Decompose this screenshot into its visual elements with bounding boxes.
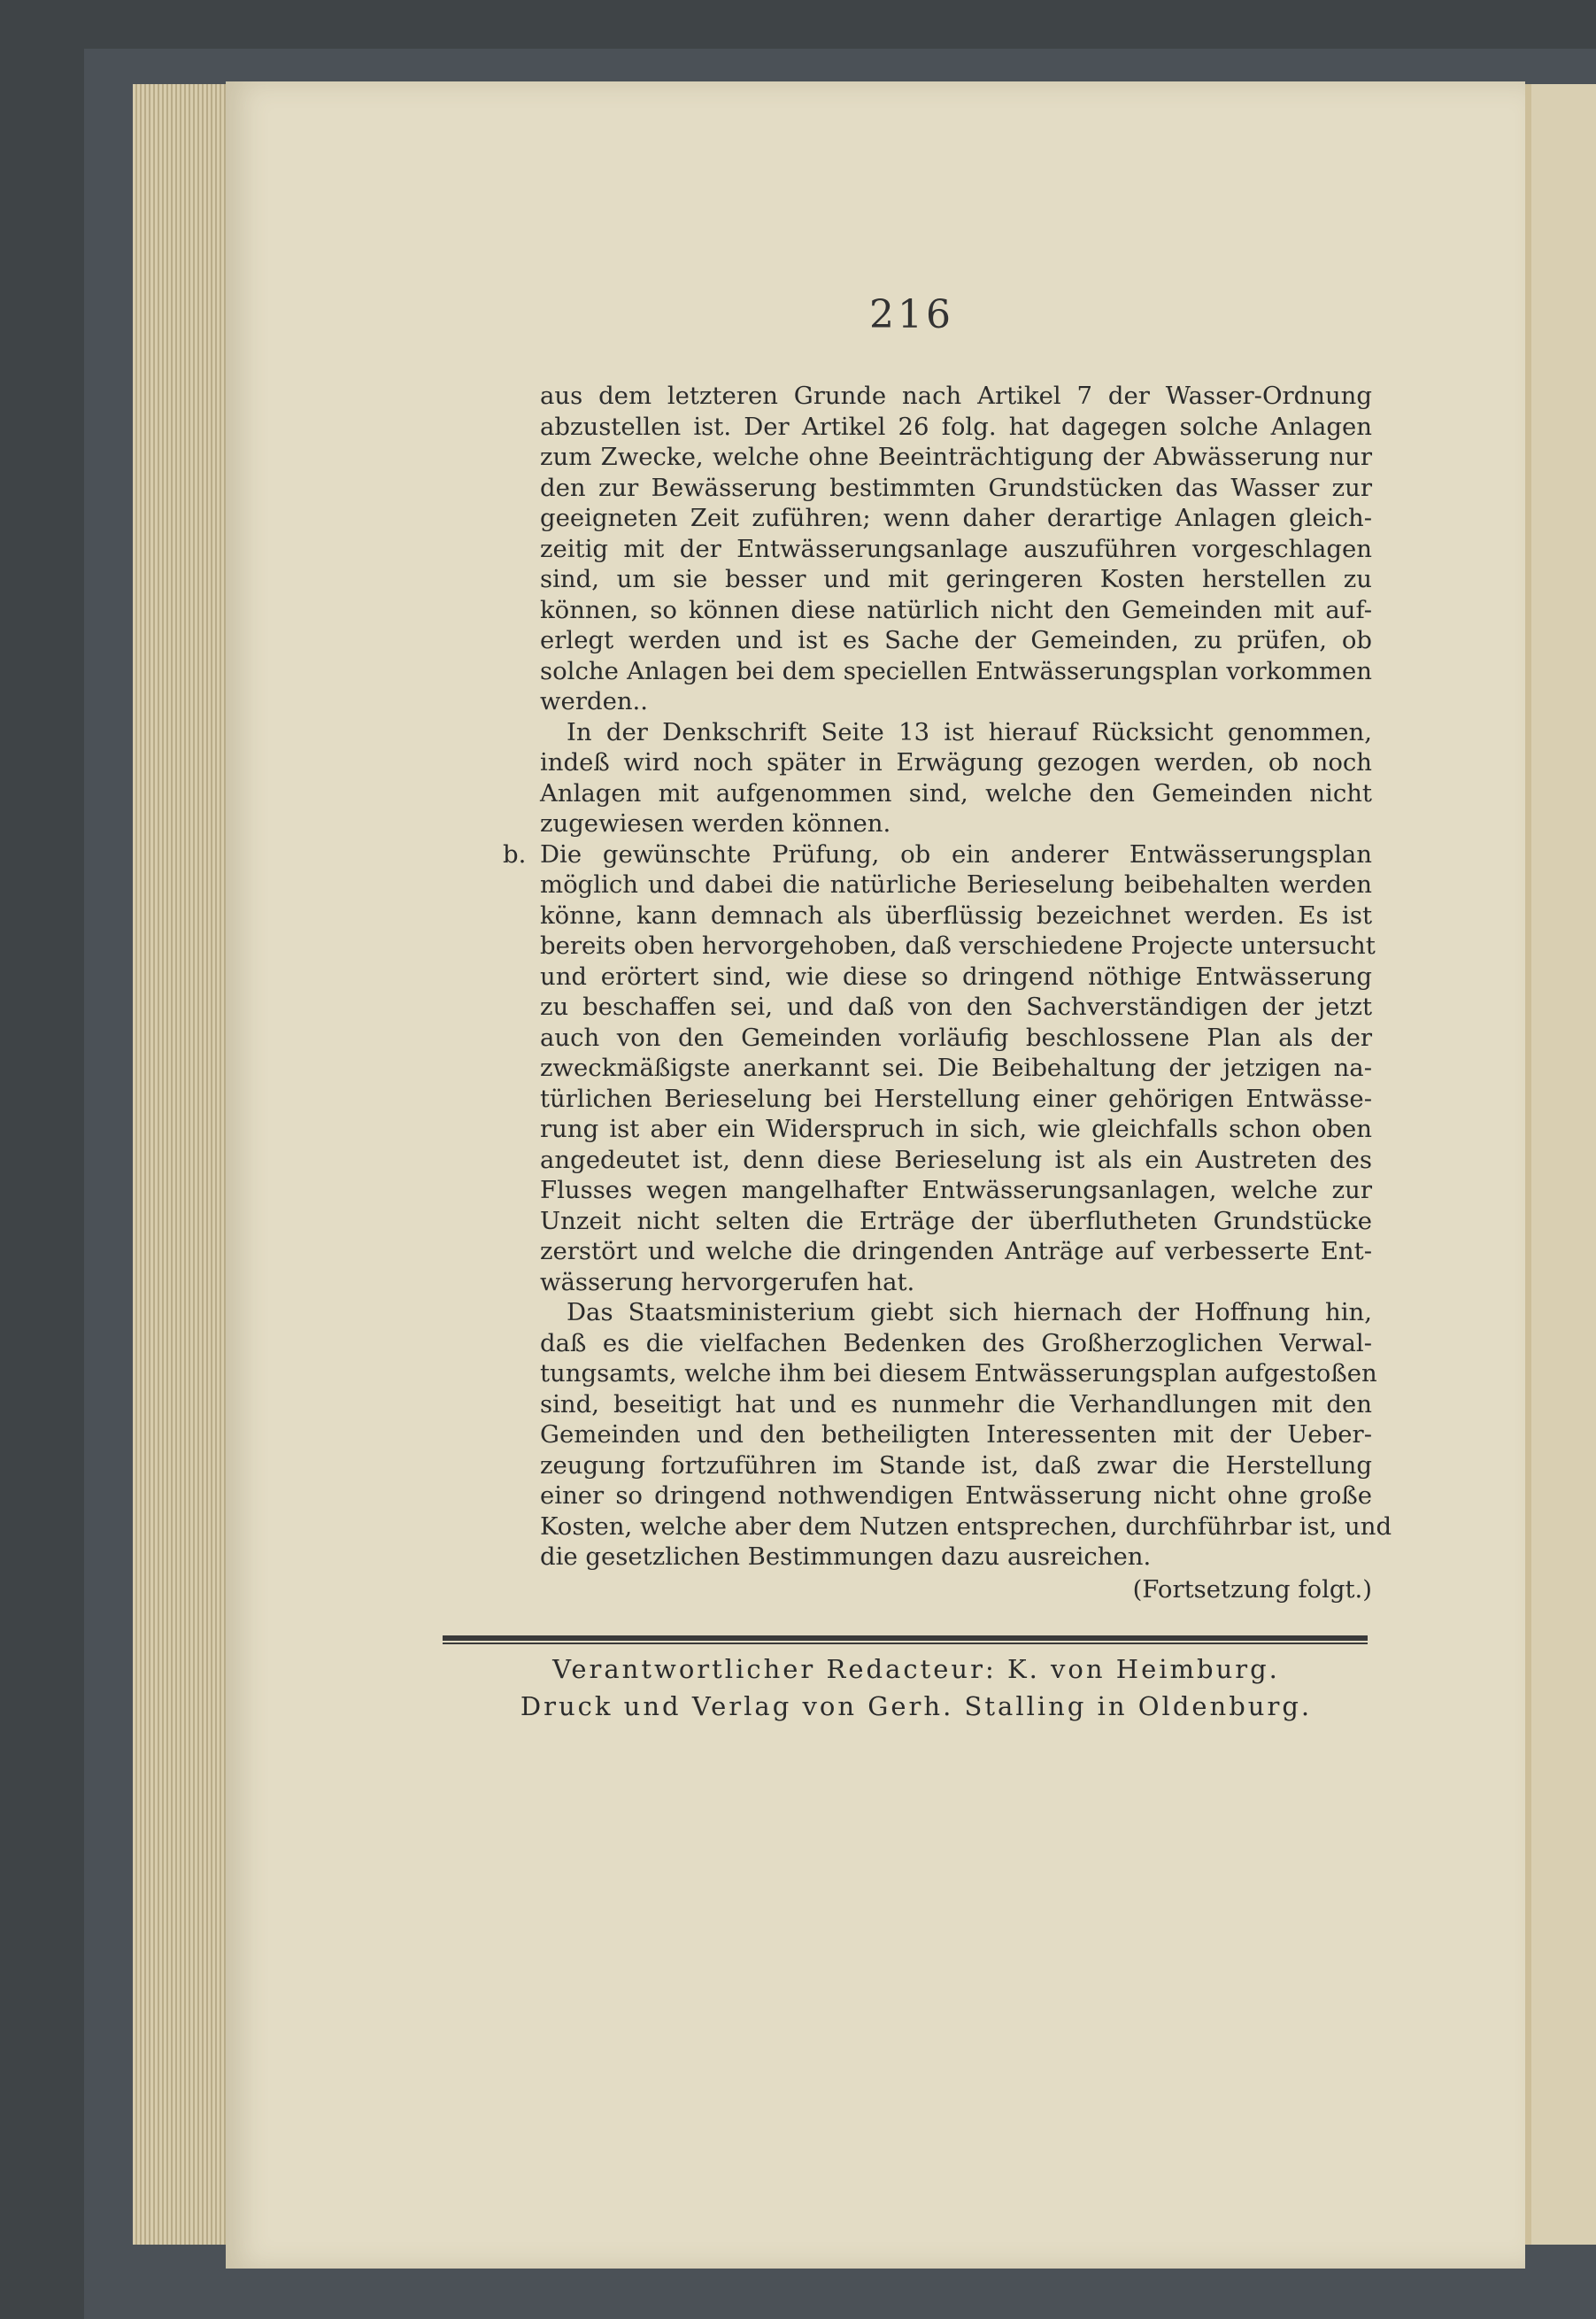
text-line: indeß wird noch später in Erwägung gezogen werden, ob noch [540,748,1372,777]
paragraph-1 [540,381,1372,717]
list-item-b [503,839,1376,1298]
text-line: Kosten, welche aber dem Nutzen entsprechen, durchführbar ist, und [540,1511,1392,1541]
text-line: Anlagen mit aufgenommen sind, welche den Gemeinden nicht [540,778,1372,808]
page-edges [133,84,230,2245]
text-line: geeigneten Zeit zuführen; wenn daher derartige Anlagen gleich- [540,504,1372,532]
text-line: erlegt werden und ist es Sache der Gemeinden, zu prüfen, ob [540,626,1372,654]
continued-note: (Fortsetzung folgt.) [1132,1574,1372,1604]
text-line: In der Denkschrift Seite 13 ist hierauf Rücksicht genommen, [567,717,1372,746]
text-line: möglich und dabei die natürliche Berieselung beibehalten werden [540,870,1372,899]
page-body-text [503,381,1392,1604]
text-line: aus dem letzteren Grunde nach Artikel 7 der Wasser-Ordnung [540,382,1372,410]
text-line: Die gewünschte Prüfung, ob ein anderer Entwässerungsplan [540,839,1372,869]
text-line: Unzeit nicht selten die Erträge der überflutheten Grundstücke [540,1206,1372,1235]
page-number: 216 [869,292,954,337]
text-line: Gemeinden und den betheiligten Interessenten mit der Ueber- [540,1420,1372,1449]
footer-divider [443,1635,1368,1641]
text-line: zeugung fortzuführen im Stande ist, daß zwar die Herstellung [540,1450,1372,1480]
text-line: zweckmäßigste anerkannt sei. Die Beibehaltung der jetzigen na- [540,1054,1372,1082]
text-line: könne, kann demnach als überflüssig bezeichnet werden. Es ist [540,901,1372,930]
text-line: angedeutet ist, denn diese Berieselung ist als ein Austreten des [540,1145,1372,1174]
text-line: zeitig mit der Entwässerungsanlage auszuführen vorgeschlagen [540,534,1372,563]
text-line: den zur Bewässerung bestimmten Grundstücken das Wasser zur [540,473,1372,502]
text-line: die gesetzlichen Bestimmungen dazu ausreichen. [540,1542,1152,1571]
text-line: solche Anlagen bei dem speciellen Entwässerungsplan vorkommen [540,656,1372,685]
text-line: auch von den Gemeinden vorläufig beschlossene Plan als der [540,1023,1372,1052]
text-line: wässerung hervorgerufen hat. [540,1267,915,1296]
text-line: abzustellen ist. Der Artikel 26 folg. hat dagegen solche Anlagen [540,412,1372,441]
text-line: können, so können diese natürlich nicht den Gemeinden mit auf- [540,595,1372,624]
text-line: sind, um sie besser und mit geringeren Kosten herstellen zu [540,565,1372,593]
list-item-label: b. [503,839,527,869]
text-line: türlichen Berieselung bei Herstellung einer gehörigen Entwässe- [540,1084,1372,1113]
text-line: zugewiesen werden können. [540,809,891,838]
printer-credit: Druck und Verlag von Gerh. Stalling in Oldenburg. [520,1691,1313,1721]
paragraph-2 [540,717,1372,839]
text-line: zu beschaffen sei, und daß von den Sachverständigen der jetzt [540,993,1372,1021]
text-line: tungsamts, welche ihm bei diesem Entwässerungsplan aufgestoßen [540,1359,1377,1388]
text-line: zerstört und welche die dringenden Anträge auf verbesserte Ent- [540,1237,1372,1265]
text-line: Flusses wegen mangelhafter Entwässerungsanlagen, welche zur [540,1176,1372,1204]
text-line: und erörtert sind, wie diese so dringend nöthige Entwässerung [540,962,1372,991]
text-line: rung ist aber ein Widerspruch in sich, wie gleichfalls schon oben [540,1115,1372,1143]
text-line: daß es die vielfachen Bedenken des Großherzoglichen Verwal- [540,1328,1372,1357]
facing-page-edge [1531,84,1596,2245]
paragraph-3 [540,1297,1392,1573]
text-line: sind, beseitigt hat und es nunmehr die Verhandlungen mit den [540,1389,1372,1418]
text-line: Das Staatsministerium giebt sich hiernach der Hoffnung hin, [567,1298,1372,1326]
editor-credit: Verantwortlicher Redacteur: K. von Heimburg. [552,1654,1280,1684]
text-line: zum Zwecke, welche ohne Beeinträchtigung der Abwässerung nur [540,443,1372,471]
text-line: bereits oben hervorgehoben, daß verschiedene Projecte untersucht [540,931,1376,960]
text-line: einer so dringend nothwendigen Entwässerung nicht ohne große [540,1481,1372,1510]
text-line: werden.. [540,687,649,715]
